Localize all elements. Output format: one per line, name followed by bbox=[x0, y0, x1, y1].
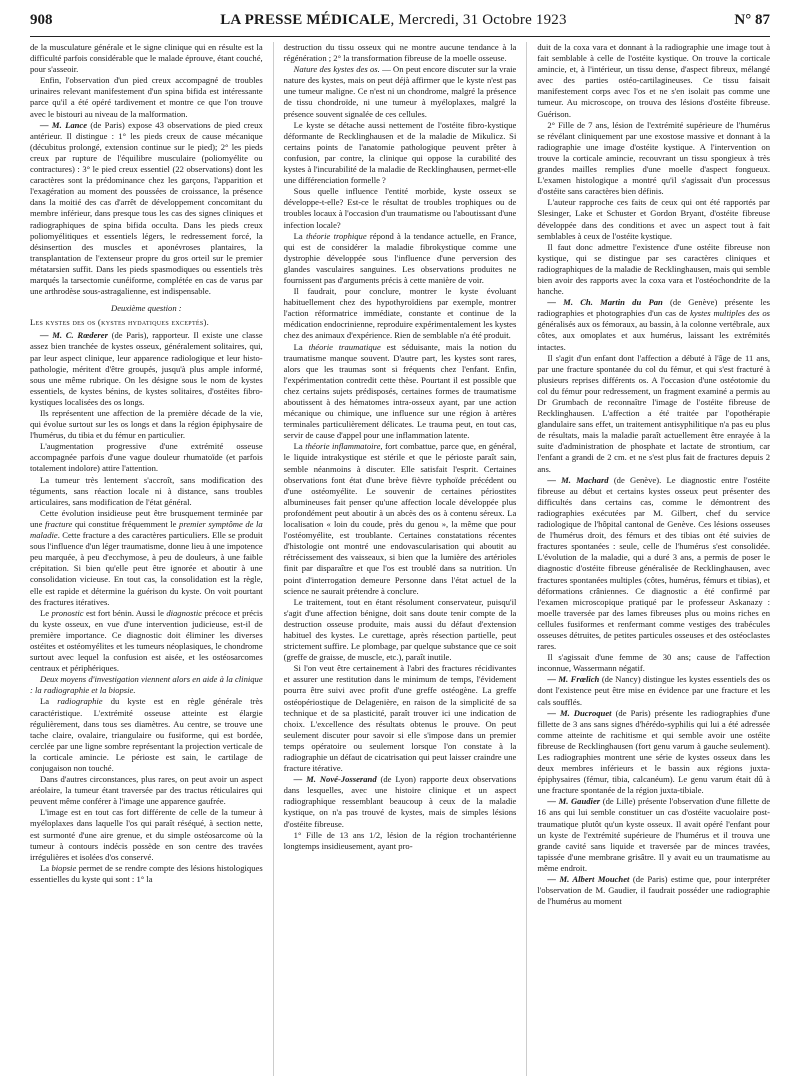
speaker-name: — M. Albert Mouchet bbox=[547, 874, 630, 885]
paragraph: L'auteur rapproche ces faits de ceux qui ont été rapportés par Slesinger, Lake et Schuster et Gordon Bryant, d'ostéite fibreuse développée dans des conditions et avec un aspect tout à fait semblables à ceux de l'ostéite kystique. bbox=[537, 197, 771, 241]
page-number: 908 bbox=[30, 12, 53, 28]
paragraph: — M. Frœlich (de Nancy) distingue les kystes essentiels des os dont l'existence peut être mise en évidence par une fracture et les cals soufflés. bbox=[537, 674, 771, 707]
paragraph: Sous quelle influence l'entité morbide, kyste osseux se développe-t-elle? Est-ce le résultat de troubles trophiques ou de troubles locaux à l'occasion d'un traumatisme ou l'aboutissant d'une infection locale? bbox=[283, 186, 517, 230]
paragraph: Il faudrait, pour conclure, montrer le kyste évoluant habituellement chez des hypothyroïdiens par exemple, montrer l'action réformatrice immédiate, constante et continue de la médication endocrinienne, reproduire expérimentalement les kystes chez des animaux d'expérience. Rien de semblable n'a été produit. bbox=[283, 286, 517, 341]
page-header bbox=[30, 12, 770, 34]
issue-number: N° 87 bbox=[734, 12, 770, 28]
paragraph: La tumeur très lentement s'accroît, sans modification des téguments, sans réaction locale ni à distance, sans troubles articulaires, sans modification de l'état général. bbox=[30, 474, 263, 507]
paragraph: — M. Machard (de Genève). Le diagnostic entre l'ostéite fibreuse au début et certains kystes osseux peut présenter des difficultés dans certains cas, comme le démontrent des radiographies exécutées par M. Gilbert, chef du service radiologique de l'hôpital cantonal de Genève. Ces lésions osseuses de l'humérus droit, des fémurs et des tibias ont été suivies de fractures spontanées : seule, celle de l'humérus s'est consolidée. L'évolution de la maladie, qui a duré 3 ans, a permis de poser le diagnostic d'ostéite fibreuse généralisée de Recklinghausen, avec fractures spontanées multiples (côtes, humérus, fémurs et tibias), et déformations crâniennes. Ce diagnostic a été confirmé par l'examen microscopique pratiqué par le professeur Askanazy : moelle traversée par des lames fibreuses plus ou moins riches en cellules fusiformes et renfermant comme vestiges des trabécules osseuses détruites, de petites particules osseuses et des ostéoclastes rares. bbox=[537, 474, 771, 652]
paragraph: Dans d'autres circonstances, plus rares, on peut avoir un aspect aréolaire, la tumeur étant traversée par des tractus réticulaires qui peuvent même conférer à l'image une apparence gaufrée. bbox=[30, 774, 263, 807]
speaker-name: — M. C. Rœderer bbox=[40, 330, 108, 341]
paragraph: Le kyste se détache aussi nettement de l'ostéite fibro-kystique déformante de Recklinghausen et de la maladie de Mikulicz. Si certains points de l'anatomie pathologique peuvent prêter à confusion, par contre, la clinique qui oppose la curabilité des kystes à l'incurabilité de la maladie de Recklinghausen, permet-elle une différenciation formelle ? bbox=[283, 119, 517, 186]
paragraph: Cette évolution insidieuse peut être brusquement terminée par une fracture qui constitue fréquemment le premier symptôme de la maladie. Cette fracture a des caractères particuliers. Elle se produit sous l'influence d'un léger traumatisme, donne lieu à une impotence peu marquée, à peu d'ecchymose, à peu de douleurs, à une faible crépitation. Si bien qu'elle peut être ignorée et aboutir à une consolidation vicieuse. En tout cas, la consolidation est la règle, elle est rapide et détermine la guérison du kyste. On voit pourtant des fractures itératives. bbox=[30, 507, 263, 607]
paragraph: Enfin, l'observation d'un pied creux accompagné de troubles urinaires relevant manifestement d'un spina bifida est intéressante parce qu'il a été opéré tardivement et montre ce que l'on trouve avec le bistouri au niveau de la malformation. bbox=[30, 75, 263, 119]
column-1 bbox=[30, 42, 263, 1076]
paragraph: L'augmentation progressive d'une extrémité osseuse accompagnée parfois d'une vague douleur rhumatoïde (et parfois totalement indolore) attire l'attention. bbox=[30, 441, 263, 474]
paragraph: — M. Lance (de Paris) expose 43 observations de pied creux antérieur. Il distingue : 1° les pieds creux de cause mécanique (décubitus prolongé, extension continue sur le pied); 2° les pieds creux par rupture de l'équilibre musculaire (poliomyélite ou contractures) : 3° le pied creux essentiel (22 observations) dont les caractères sont la prédominance chez les garçons, l'apparition et l'exagération au moment des poussées de croissance, la présence dans la moitié des cas d'arrêt de développement concomitant du membre inférieur, dans presque tous les cas des signes cliniques et radiographiques de spina bifida occulta. Dans les pieds creux poliomyélitiques et essentiels légers, le redressement forcé, la désinsertion des muscles et aponévroses plantaires, la transplantation de l'extenseur propre du gros orteil sur le premier métatarsien suffit. Dans les pieds spasmodiques ou essentiels très marqués la tarsectomie cunéiforme, complétée en cas de varus par une arthrodèse sous-astragalienne, est indispensable. bbox=[30, 119, 263, 297]
column-2 bbox=[273, 42, 517, 1076]
speaker-name: — M. Ducroquet bbox=[547, 707, 612, 718]
paragraph: La théorie trophique répond à la tendance actuelle, en France, qui est de considérer la maladie fibrokystique comme une dystrophie développée sous l'influence d'une perversion des glandes vasculaires sanguines. Les observations produites ne fournissent pas d'arguments précis à cette manière de voir. bbox=[283, 230, 517, 285]
paragraph: — M. Gaudier (de Lille) présente l'observation d'une fillette de 16 ans qui lui semble constituer un cas d'ostéite vacuolaire post-traumatique plutôt qu'un kyste osseux. Il avait opéré l'enfant pour un kyste de l'extrémité supérieure de l'humérus et il trouva une grande cavité sans liquide et traversée par de minces travées, tapissée d'une membrane grisâtre. Il y avait eu un traumatisme au même endroit. bbox=[537, 796, 771, 873]
paragraph: La théorie traumatique est séduisante, mais la notion du traumatisme manque souvent. D'autre part, les kystes sont rares, alors que les traumas sont si fréquents chez l'enfant. Enfin, l'expérimentation contredit cette thèse. Pourtant il est possible que chez certains sujets prédisposés, certaines formes de traumatisme aboutissent à des hématomes intra-osseux ayant, par une action mécanique ou chimique, une influence sur une région à artères terminales particulièrement délicates. Le trauma peut, en tout cas, servir de cause d'appel pour une inflammation latente. bbox=[283, 341, 517, 441]
paragraph: Nature des kystes des os. — On peut encore discuter sur la vraie nature des kystes, mais on peut déjà affirmer que le kyste n'est pas une tumeur maligne. Ce n'est ni un chondrome, malgré la présence de tissu chondroïde, ni une tumeur à myéloplaxes, malgré la présence souvent signalée de ces cellules. bbox=[283, 64, 517, 119]
paragraph: L'image est en tout cas fort différente de celle de la tumeur à myéloplaxes dans laquelle l'os qui paraît réséqué, à section nette, est surmonté d'une aire grenue, et du simple ostéosarcome où la tumeur à contours indécis possède en son centre des travées irrégulières et isolées d'os conservé. bbox=[30, 807, 263, 862]
masthead-title: LA PRESSE MÉDICALE bbox=[220, 12, 391, 28]
paragraph: Si l'on veut être certainement à l'abri des fractures récidivantes et assurer une restitution dans le minimum de temps, l'évidement pourra être suivi avec profit d'une greffe ostéogène. La greffe ostéopériostique de Delagenière, en raison de la simplicité de sa technique et de sa plasticité, paraît trouver ici une indication de choix. L'excellence des résultats obtenus le prouve. On peut seulement discuter pour savoir si elle s'impose dans un premier temps opératoire ou seulement lorsque l'on constate à la radiographie un défaut de cicatrisation qui peut laisser craindre une fracture itérative. bbox=[283, 663, 517, 774]
paragraph: — M. C. Rœderer (de Paris), rapporteur. Il existe une classe assez bien tranchée de kystes osseux, généralement solitaires, qui, par leur aspect clinique, leur apparence radiologique et leur histo-pathologie, méritent d'être groupés, jusqu'à plus ample informé, sous une même rubrique. On les désigne sous le nom de kystes essentiels, de kystes bénins, de kystes solitaires, d'ostéites fibro-kystiques localisées des os longs. bbox=[30, 330, 263, 407]
paragraph: 1° Fille de 13 ans 1/2, lésion de la région trochantérienne longtemps insidieusement, ayant pro- bbox=[283, 829, 517, 851]
paragraph: La biopsie permet de se rendre compte des lésions histologiques essentielles du kyste qui sont : 1° la bbox=[30, 862, 263, 884]
speaker-name: — M. Machard bbox=[547, 474, 609, 485]
article-columns bbox=[30, 42, 770, 1076]
paragraph: Il s'agit d'un enfant dont l'affection a débuté à l'âge de 11 ans, par une fracture spontanée du col du fémur, et qui s'est fracturé à plusieurs reprises différents os. A l'occasion d'une ostéotomie du col du fémur pour redressement, un fragment examiné a permis au Dr Grumbach de reconnaître l'image de l'ostéite fibreuse de Recklinghausen. L'affection a été traitée par l'opothérapie glandulaire sans effet, un traitement antisyphilitique n'a pas eu plus de résultats, mais la maladie paraît actuellement être enrayée à la suite d'administration de phosphate et lactate de strontium, car l'enfant a grandi de 2 cm. et ne s'est plus fait de fractures depuis 2 ans. bbox=[537, 352, 771, 474]
paragraph: Il s'agissait d'une femme de 30 ans; cause de l'affection inconnue, Wassermann négatif. bbox=[537, 652, 771, 674]
paragraph: — M. Nové-Josserand (de Lyon) rapporte deux observations dans lesquelles, avec une histoire clinique et un aspect radiographique ressemblant beaucoup à ceux de la maladie kystique, on n'a pas trouvé de kystes, mais de simples lésions d'ostéite fibreuse. bbox=[283, 774, 517, 829]
paragraph: — M. Albert Mouchet (de Paris) estime que, pour interpréter l'observation de M. Gaudier, il faudrait posséder une radiographie de l'humérus au moment bbox=[537, 874, 771, 907]
paragraph: La théorie inflammatoire, fort combattue, parce que, en général, le liquide intrakystique est stérile et que le périoste paraît sain, semble néanmoins à discuter. Elle satisfait l'esprit. Certaines observations font état d'une brève fièvre typhoïde précédent ou d'une ostéomyélite. Le souvenir de certaines périostites albumineuses fait penser qu'une affection locale développée plus profondément peut aboutir à un abcès des os à contenu séreux. La localisation « loin du coude, près du genou », la même que pour l'ostéomyélite, est troublante. Certaines constatations récentes d'histologie ont montré une endovascularisation qui aboutit au rétrécissement des vaisseaux, si bien que la lumière des artérioles finit par disparaître et que l'os est troublé dans sa nutrition. Un point d'interrogation demeure Personne dans l'état actuel de la science ne saurait prétendre à conclure. bbox=[283, 441, 517, 596]
speaker-name: — M. Ch. Martin du Pan bbox=[547, 297, 663, 308]
paragraph: Deux moyens d'investigation viennent alors en aide à la clinique : la radiographie et la biopsie. bbox=[30, 674, 263, 696]
speaker-name: — M. Gaudier bbox=[547, 796, 601, 807]
issue-date: Mercredi, 31 Octobre 1923 bbox=[398, 12, 567, 28]
paragraph: 2° Fille de 7 ans, lésion de l'extrémité supérieure de l'humérus se révélant cliniquement par une exostose massive et donnant à la radiographie une image d'ostéite kystique. A l'intervention on trouve la corticale amincie, recouvrant un tissu spongieux à très grandes mailles remplies d'une moelle d'aspect fongueux. L'examen histologique a montré qu'il s'agissait d'un processus d'ostéite sans caractères bien définis. bbox=[537, 119, 771, 197]
paragraph: Il faut donc admettre l'existence d'une ostéite fibreuse non kystique, qui se distingue par ses caractères cliniques et radiographiques de la maladie de Recklinghausen, mais qui semble bien avoir des rapports avec la coxa vara et l'ostéochondrite de la hanche. bbox=[537, 241, 771, 297]
paragraph: Le pronostic est fort bénin. Aussi le diagnostic précoce et précis du kyste osseux, en vue d'une intervention judicieuse, est-il de première importance. Ce diagnostic doit éliminer les diverses ostéites et ostéomyélites et les tumeurs néoplasiques, le chondrome surtout avec lequel la confusion est aisée, et les ostéosarcomes centraux et périphériques. bbox=[30, 607, 263, 674]
paragraph: Ils représentent une affection de la première décade de la vie, qui évolue surtout sur les os longs et dans la région épiphysaire de l'humérus, du tibia et du fémur en particulier. bbox=[30, 408, 263, 441]
paragraph: duit de la coxa vara et donnant à la radiographie une image tout à fait semblable à celle de l'ostéite kystique. On trouve la corticale amincie, et, à l'intérieur, un tissu dense, d'aspect fibreux, mélangé avec des parties ostéo-cartilagineuses. Ce tissu faisait manifestement corps avec l'os et ne s'en isolait pas comme une tumeur. Au microscope, on trouva des lésions d'ostéite fibreuse. Guérison. bbox=[537, 42, 771, 119]
paragraph: Le traitement, tout en étant résolument conservateur, puisqu'il s'agit d'une affection bénigne, doit sans doute tenir compte de la destruction osseuse produite, mais aussi du défaut d'extension habituel des kystes. Le curettage, après résection partielle, peut strictement suffire. Le plombage, par quelque substance que ce soit (greffe de graisse, de muscle, etc.), paraît inutile. bbox=[283, 596, 517, 663]
paragraph: La radiographie du kyste est en règle générale très caractéristique. L'extrémité osseuse atteinte est élargie régulièrement, dans tous ses diamètres. Au centre, se trouve une tache claire, ovalaire, triangulaire ou fusiforme, qui est bordée, cerclée par une ligne sombre représentant la projection verticale de la corticale amincie. Le périoste est sain, le cartilage de conjugaison non touché. bbox=[30, 696, 263, 773]
paragraph: destruction du tissu osseux qui ne montre aucune tendance à la régénération ; 2° la transformation fibreuse de la moelle osseuse. bbox=[283, 42, 517, 64]
section-subheading: Les kystes des os (kystes hydatiques exceptés). bbox=[30, 317, 210, 328]
paragraph: — M. Ch. Martin du Pan (de Genève) présente les radiographies et photographies d'un cas de kystes multiples des os généralisés aux os fémoraux, au bassin, à la colonne vertébrale, aux côtes, aux omoplates et aux humérus, laissant les extrémités intactes. bbox=[537, 297, 771, 352]
column-3 bbox=[526, 42, 770, 1076]
paragraph: — M. Ducroquet (de Paris) présente les radiographies d'une fillette de 3 ans sans signes d'hérédo-syphilis qui lui a été adressée comme atteinte de rachitisme et qui semble avoir une ostéite fibreuse de Recklinghausen (fort genu varum à gauche seulement). Les radiographies montrent une série de kystes osseux dans les deux membres inférieurs et le bassin aux régions juxta-épiphysaires (fémur, tibia, calcanéum). Le genu varum était dû à une fracture spontanée de la région juxta-tibiale. bbox=[537, 707, 771, 796]
masthead-line: LA PRESSE MÉDICALE, Mercredi, 31 Octobre 1923 bbox=[220, 12, 567, 28]
header-rule bbox=[30, 36, 770, 37]
paragraph: de la musculature générale et le signe clinique qui en résulte est la difficulté parfois considérable que le malade éprouve, étant couché, pour s'asseoir. bbox=[30, 42, 263, 75]
section-heading: Deuxième question : bbox=[111, 303, 182, 314]
speaker-name: — M. Nové-Josserand bbox=[293, 774, 377, 785]
speaker-name: — M. Frœlich bbox=[547, 674, 600, 685]
speaker-name: — M. Lance bbox=[40, 119, 88, 130]
